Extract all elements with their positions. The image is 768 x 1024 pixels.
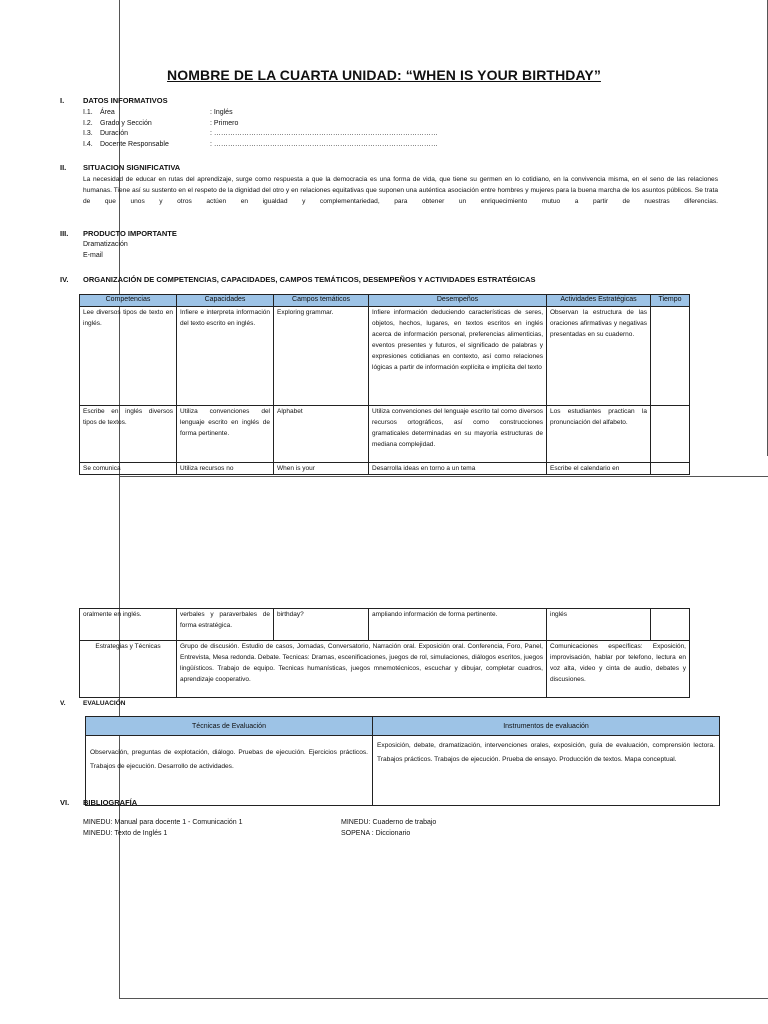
datos-row	[83, 108, 483, 119]
table-cell: When is your	[274, 463, 369, 475]
section-number: II.	[60, 163, 67, 172]
datos-num: I.4.	[83, 140, 93, 148]
section-organizacion	[60, 275, 536, 285]
header-desempenos: Desempeños	[369, 295, 547, 307]
table-cell: Se comunica	[80, 463, 177, 475]
page-border-bottom	[119, 998, 768, 999]
producto-item: E-mail	[83, 252, 103, 259]
page-break-line	[119, 476, 768, 477]
datos-label: Grado y Sección	[100, 119, 152, 127]
table-row	[80, 307, 690, 406]
datos-num: I.2.	[83, 119, 93, 127]
datos-row	[83, 129, 483, 140]
header-tecnicas: Técnicas de Evaluación	[86, 717, 373, 736]
section-number: I.	[60, 96, 65, 105]
section-number: III.	[60, 229, 69, 238]
tecnicas-cell: Observación, preguntas de explotación, diálogo. Pruebas de ejecución. Ejercicios prácticos. Trabajos de ejecución. Desarrollo de actividades.	[86, 736, 373, 806]
header-campos-tematicos: Campos temáticos	[274, 295, 369, 307]
table-cell: verbales y paraverbales de forma estratégica.	[177, 609, 274, 641]
table-cell: ampliando información de forma pertinente.	[369, 609, 547, 641]
section-label: PRODUCTO IMPORTANTE	[83, 229, 177, 238]
competencias-table-continued	[79, 608, 690, 698]
datos-label: Área	[100, 109, 115, 116]
table-cell: Escribe en inglés diversos tipos de textos.	[80, 406, 177, 463]
table-row	[80, 609, 690, 641]
estrategias-label: Estrategias y Técnicas	[80, 641, 177, 698]
estrategias-text: Grupo de discusión. Estudio de casos, Jornadas, Conversatorio, Narración oral. Exposición oral. Conferencia, Foro, Panel, Entrevista, Mesa redonda. Debate. Tecnicas: Dramas, escenificaciones, juegos de rol, simulaciones, diálogos escritos, juegos lingüísticos. Trabajo de equipo. Tecnicas humanísticas, juegos mnemotécnicos, escuchar y dibujar, completar cuadros, aprendizaje cooperativo.	[177, 641, 547, 698]
datos-value: : Inglés	[210, 109, 233, 116]
datos-num: I.3.	[83, 130, 93, 137]
header-competencias: Competencias	[80, 295, 177, 307]
section-label: SITUACION SIGNIFICATIVA	[83, 163, 181, 172]
bibliografia-item: MINEDU: Texto de Inglés 1	[83, 829, 168, 837]
section-number: VI.	[60, 798, 70, 807]
header-actividades: Actividades Estratégicas	[547, 295, 651, 307]
section-evaluacion	[60, 699, 126, 709]
header-capacidades: Capacidades	[177, 295, 274, 307]
datos-row	[83, 140, 483, 151]
section-label: DATOS INFORMATIVOS	[83, 96, 168, 105]
datos-num: I.1.	[83, 109, 93, 116]
section-datos-informativos	[60, 96, 168, 106]
section-producto-importante	[60, 229, 177, 239]
table-cell: Utiliza recursos no	[177, 463, 274, 475]
section-situacion-significativa	[60, 163, 181, 173]
evaluacion-table	[85, 716, 720, 806]
bibliografia-item: MINEDU: Manual para docente 1 - Comunicación 1	[83, 819, 243, 826]
datos-value: : Primero	[210, 119, 239, 127]
datos-label: Docente Responsable	[100, 140, 169, 148]
table-row	[80, 463, 690, 475]
table-cell: Lee diversos tipos de texto en inglés.	[80, 307, 177, 406]
producto-item: Dramatización	[83, 241, 128, 248]
table-cell: Utiliza convenciones del lenguaje escrito en inglés de forma pertinente.	[177, 406, 274, 463]
estrategias-row	[80, 641, 690, 698]
table-cell	[651, 609, 690, 641]
competencias-table	[79, 294, 690, 475]
table-cell	[651, 463, 690, 475]
situacion-paragraph: La necesidad de educar en rutas del aprendizaje, surge como respuesta a que la democracia es una forma de vida, que tiene su germen en lo cotidiano, en la convivencia misma, en el seno de las relaciones humanas. Tiene así su sustento en el respeto de la dignidad del otro y en relaciones equitativas que suponen una auténtica asociación entre hombres y mujeres para la buena marcha de los asuntos públicos. Se trata de que unos y otros actúen en igualdad y complementariedad, para obtener un enriquecimiento mutuo a partir de nuestras diferencias.	[83, 176, 718, 205]
bibliografia-item: SOPENA : Diccionario	[341, 829, 411, 837]
section-label: ORGANIZACIÓN DE COMPETENCIAS, CAPACIDADES, CAMPOS TEMÁTICOS, DESEMPEÑOS Y ACTIVIDADES ESTRATÉGICAS	[83, 275, 536, 284]
document-title: NOMBRE DE LA CUARTA UNIDAD: “WHEN IS YOUR BIRTHDAY”	[167, 67, 601, 83]
table-row	[80, 406, 690, 463]
datos-row	[83, 119, 483, 130]
table-cell	[651, 307, 690, 406]
table-header-row	[80, 295, 690, 307]
table-cell: birthday?	[274, 609, 369, 641]
datos-label: Duración	[100, 130, 129, 137]
table-cell	[651, 406, 690, 463]
table-row	[86, 736, 720, 806]
table-cell: Los estudiantes practican la pronunciación del alfabeto.	[547, 406, 651, 463]
datos-value: : ……………………………………………………………………………………	[210, 130, 438, 137]
header-instrumentos: Instrumentos de evaluación	[373, 717, 720, 736]
bibliografia-item: MINEDU: Cuaderno de trabajo	[341, 819, 437, 826]
table-cell: inglés	[547, 609, 651, 641]
instrumentos-cell: Exposición, debate, dramatización, intervenciones orales, exposición, guía de evaluación, comprensión lectora. Trabajos prácticos. Trabajos de ejecución. Prueba de ensayo. Producción de textos. Mapa conceptual.	[373, 736, 720, 806]
section-bibliografia	[60, 798, 138, 808]
table-cell: Escribe el calendario en	[547, 463, 651, 475]
section-number: V.	[60, 700, 66, 707]
header-tiempo: Tiempo	[651, 295, 690, 307]
table-header-row	[86, 717, 720, 736]
datos-value: : ……………………………………………………………………………………	[210, 140, 438, 148]
table-cell: oralmente en inglés.	[80, 609, 177, 641]
table-cell: Desarrolla ideas en torno a un tema	[369, 463, 547, 475]
table-cell: Infiere e interpreta información del texto escrito en inglés.	[177, 307, 274, 406]
section-label: EVALUACIÓN	[83, 700, 126, 707]
table-cell: Utiliza convenciones del lenguaje escrito tal como diversos recursos ortográficos, así como construcciones gramaticales determinadas en su mayoría estructuras de mediana complejidad.	[369, 406, 547, 463]
table-cell: Alphabet	[274, 406, 369, 463]
comunicaciones-text: Comunicaciones específicas: Exposición, improvisación, hablar por telefono, lectura en voz alta, video y cinta de audio, debates y discusiones.	[547, 641, 690, 698]
section-number: IV.	[60, 275, 69, 284]
table-cell: Observan la estructura de las oraciones afirmativas y negativas presentadas en su cuaderno.	[547, 307, 651, 406]
section-label: BIBLIOGRAFÍA	[83, 798, 138, 807]
table-cell: Infiere información deduciendo características de seres, objetos, hechos, lugares, en textos escritos en inglés acerca de información personal, preferencias alimenticias, eventos presentes y futuros, el significado de palabras y expresiones cotidianas en contexto, así como relaciones lógicas a partir de información explícita e implícita del texto	[369, 307, 547, 406]
table-cell: Exploring grammar.	[274, 307, 369, 406]
